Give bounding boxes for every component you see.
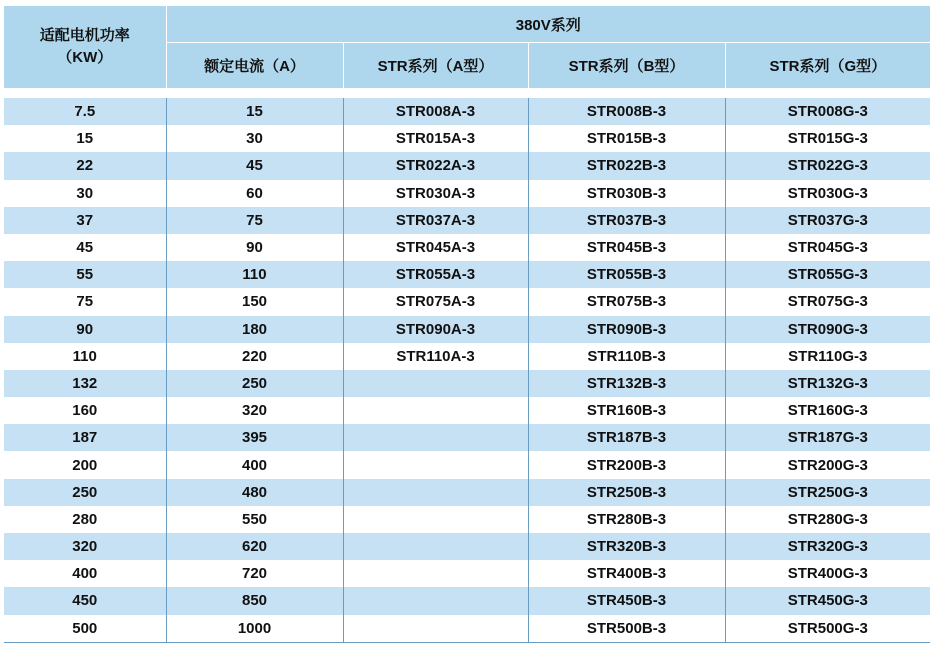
gap-spacer bbox=[4, 88, 930, 98]
series-a-cell: STR110A-3 bbox=[343, 343, 528, 370]
series-a-header: STR系列（A型） bbox=[343, 43, 528, 89]
series-g-cell: STR320G-3 bbox=[725, 533, 930, 560]
table-row bbox=[4, 479, 930, 506]
table-row bbox=[4, 98, 930, 125]
table-row bbox=[4, 152, 930, 179]
series-a-cell bbox=[343, 533, 528, 560]
table-body bbox=[4, 98, 930, 642]
power-cell: 30 bbox=[4, 180, 166, 207]
spec-table bbox=[4, 6, 930, 643]
series-a-cell bbox=[343, 397, 528, 424]
series-a-cell: STR008A-3 bbox=[343, 98, 528, 125]
series-g-cell: STR075G-3 bbox=[725, 288, 930, 315]
current-cell: 90 bbox=[166, 234, 343, 261]
series-a-cell: STR030A-3 bbox=[343, 180, 528, 207]
series-b-cell: STR200B-3 bbox=[528, 451, 725, 478]
power-cell: 22 bbox=[4, 152, 166, 179]
table-row bbox=[4, 370, 930, 397]
table-row bbox=[4, 615, 930, 643]
series-g-cell: STR250G-3 bbox=[725, 479, 930, 506]
header-gap bbox=[4, 88, 930, 98]
series-b-cell: STR075B-3 bbox=[528, 288, 725, 315]
table-row bbox=[4, 560, 930, 587]
series-b-cell: STR450B-3 bbox=[528, 587, 725, 614]
current-cell: 320 bbox=[166, 397, 343, 424]
series-g-cell: STR280G-3 bbox=[725, 506, 930, 533]
table-row bbox=[4, 506, 930, 533]
series-a-cell: STR090A-3 bbox=[343, 316, 528, 343]
table-row bbox=[4, 207, 930, 234]
current-cell: 45 bbox=[166, 152, 343, 179]
power-header bbox=[4, 6, 166, 88]
series-g-cell: STR160G-3 bbox=[725, 397, 930, 424]
table-row bbox=[4, 234, 930, 261]
table-row bbox=[4, 451, 930, 478]
series-b-cell: STR160B-3 bbox=[528, 397, 725, 424]
table-row bbox=[4, 288, 930, 315]
series-b-cell: STR500B-3 bbox=[528, 615, 725, 643]
power-header-unit: （KW） bbox=[57, 49, 113, 66]
current-cell: 620 bbox=[166, 533, 343, 560]
series-b-cell: STR037B-3 bbox=[528, 207, 725, 234]
series-a-cell: STR075A-3 bbox=[343, 288, 528, 315]
series-b-cell: STR030B-3 bbox=[528, 180, 725, 207]
series-a-cell: STR015A-3 bbox=[343, 125, 528, 152]
series-a-cell bbox=[343, 560, 528, 587]
current-cell: 250 bbox=[166, 370, 343, 397]
current-cell: 550 bbox=[166, 506, 343, 533]
current-cell: 395 bbox=[166, 424, 343, 451]
series-g-cell: STR045G-3 bbox=[725, 234, 930, 261]
power-cell: 37 bbox=[4, 207, 166, 234]
current-cell: 850 bbox=[166, 587, 343, 614]
power-cell: 110 bbox=[4, 343, 166, 370]
power-cell: 250 bbox=[4, 479, 166, 506]
series-a-cell bbox=[343, 587, 528, 614]
series-a-cell bbox=[343, 615, 528, 643]
series-g-cell: STR400G-3 bbox=[725, 560, 930, 587]
table-row bbox=[4, 533, 930, 560]
current-cell: 720 bbox=[166, 560, 343, 587]
series-a-cell: STR037A-3 bbox=[343, 207, 528, 234]
series-b-cell: STR090B-3 bbox=[528, 316, 725, 343]
current-cell: 220 bbox=[166, 343, 343, 370]
series-b-cell: STR132B-3 bbox=[528, 370, 725, 397]
series-b-cell: STR320B-3 bbox=[528, 533, 725, 560]
series-b-cell: STR008B-3 bbox=[528, 98, 725, 125]
series-g-cell: STR450G-3 bbox=[725, 587, 930, 614]
series-g-cell: STR055G-3 bbox=[725, 261, 930, 288]
current-cell: 150 bbox=[166, 288, 343, 315]
series-g-cell: STR022G-3 bbox=[725, 152, 930, 179]
table-row bbox=[4, 587, 930, 614]
series-g-cell: STR200G-3 bbox=[725, 451, 930, 478]
power-header-title: 适配电机功率 bbox=[39, 27, 130, 44]
series-b-cell: STR280B-3 bbox=[528, 506, 725, 533]
table-row bbox=[4, 125, 930, 152]
current-cell: 1000 bbox=[166, 615, 343, 643]
power-cell: 55 bbox=[4, 261, 166, 288]
series-group-header: 380V系列 bbox=[166, 6, 930, 43]
series-b-cell: STR400B-3 bbox=[528, 560, 725, 587]
series-g-cell: STR037G-3 bbox=[725, 207, 930, 234]
series-b-header: STR系列（B型） bbox=[528, 43, 725, 89]
current-cell: 30 bbox=[166, 125, 343, 152]
series-a-cell: STR055A-3 bbox=[343, 261, 528, 288]
table-row bbox=[4, 424, 930, 451]
series-a-cell bbox=[343, 424, 528, 451]
current-cell: 75 bbox=[166, 207, 343, 234]
series-b-cell: STR045B-3 bbox=[528, 234, 725, 261]
power-cell: 75 bbox=[4, 288, 166, 315]
power-cell: 90 bbox=[4, 316, 166, 343]
table-row bbox=[4, 397, 930, 424]
series-b-cell: STR187B-3 bbox=[528, 424, 725, 451]
series-a-cell bbox=[343, 370, 528, 397]
series-b-cell: STR250B-3 bbox=[528, 479, 725, 506]
power-cell: 500 bbox=[4, 615, 166, 643]
power-cell: 320 bbox=[4, 533, 166, 560]
series-g-cell: STR132G-3 bbox=[725, 370, 930, 397]
table-row bbox=[4, 180, 930, 207]
current-header: 额定电流（A） bbox=[166, 43, 343, 89]
current-cell: 400 bbox=[166, 451, 343, 478]
power-cell: 160 bbox=[4, 397, 166, 424]
series-g-cell: STR015G-3 bbox=[725, 125, 930, 152]
table-row bbox=[4, 316, 930, 343]
power-cell: 7.5 bbox=[4, 98, 166, 125]
table-row bbox=[4, 261, 930, 288]
power-cell: 400 bbox=[4, 560, 166, 587]
series-a-cell bbox=[343, 506, 528, 533]
current-cell: 110 bbox=[166, 261, 343, 288]
series-g-cell: STR500G-3 bbox=[725, 615, 930, 643]
table-row bbox=[4, 343, 930, 370]
series-b-cell: STR055B-3 bbox=[528, 261, 725, 288]
current-cell: 15 bbox=[166, 98, 343, 125]
series-g-cell: STR008G-3 bbox=[725, 98, 930, 125]
current-cell: 60 bbox=[166, 180, 343, 207]
series-g-cell: STR187G-3 bbox=[725, 424, 930, 451]
series-g-header: STR系列（G型） bbox=[725, 43, 930, 89]
power-cell: 280 bbox=[4, 506, 166, 533]
series-a-cell bbox=[343, 479, 528, 506]
power-cell: 45 bbox=[4, 234, 166, 261]
series-a-cell: STR022A-3 bbox=[343, 152, 528, 179]
series-a-cell: STR045A-3 bbox=[343, 234, 528, 261]
series-g-cell: STR030G-3 bbox=[725, 180, 930, 207]
series-g-cell: STR090G-3 bbox=[725, 316, 930, 343]
table-header bbox=[4, 6, 930, 88]
power-cell: 132 bbox=[4, 370, 166, 397]
series-a-cell bbox=[343, 451, 528, 478]
current-cell: 480 bbox=[166, 479, 343, 506]
series-b-cell: STR110B-3 bbox=[528, 343, 725, 370]
series-g-cell: STR110G-3 bbox=[725, 343, 930, 370]
power-cell: 450 bbox=[4, 587, 166, 614]
power-cell: 200 bbox=[4, 451, 166, 478]
power-cell: 15 bbox=[4, 125, 166, 152]
current-cell: 180 bbox=[166, 316, 343, 343]
series-b-cell: STR022B-3 bbox=[528, 152, 725, 179]
series-b-cell: STR015B-3 bbox=[528, 125, 725, 152]
power-cell: 187 bbox=[4, 424, 166, 451]
